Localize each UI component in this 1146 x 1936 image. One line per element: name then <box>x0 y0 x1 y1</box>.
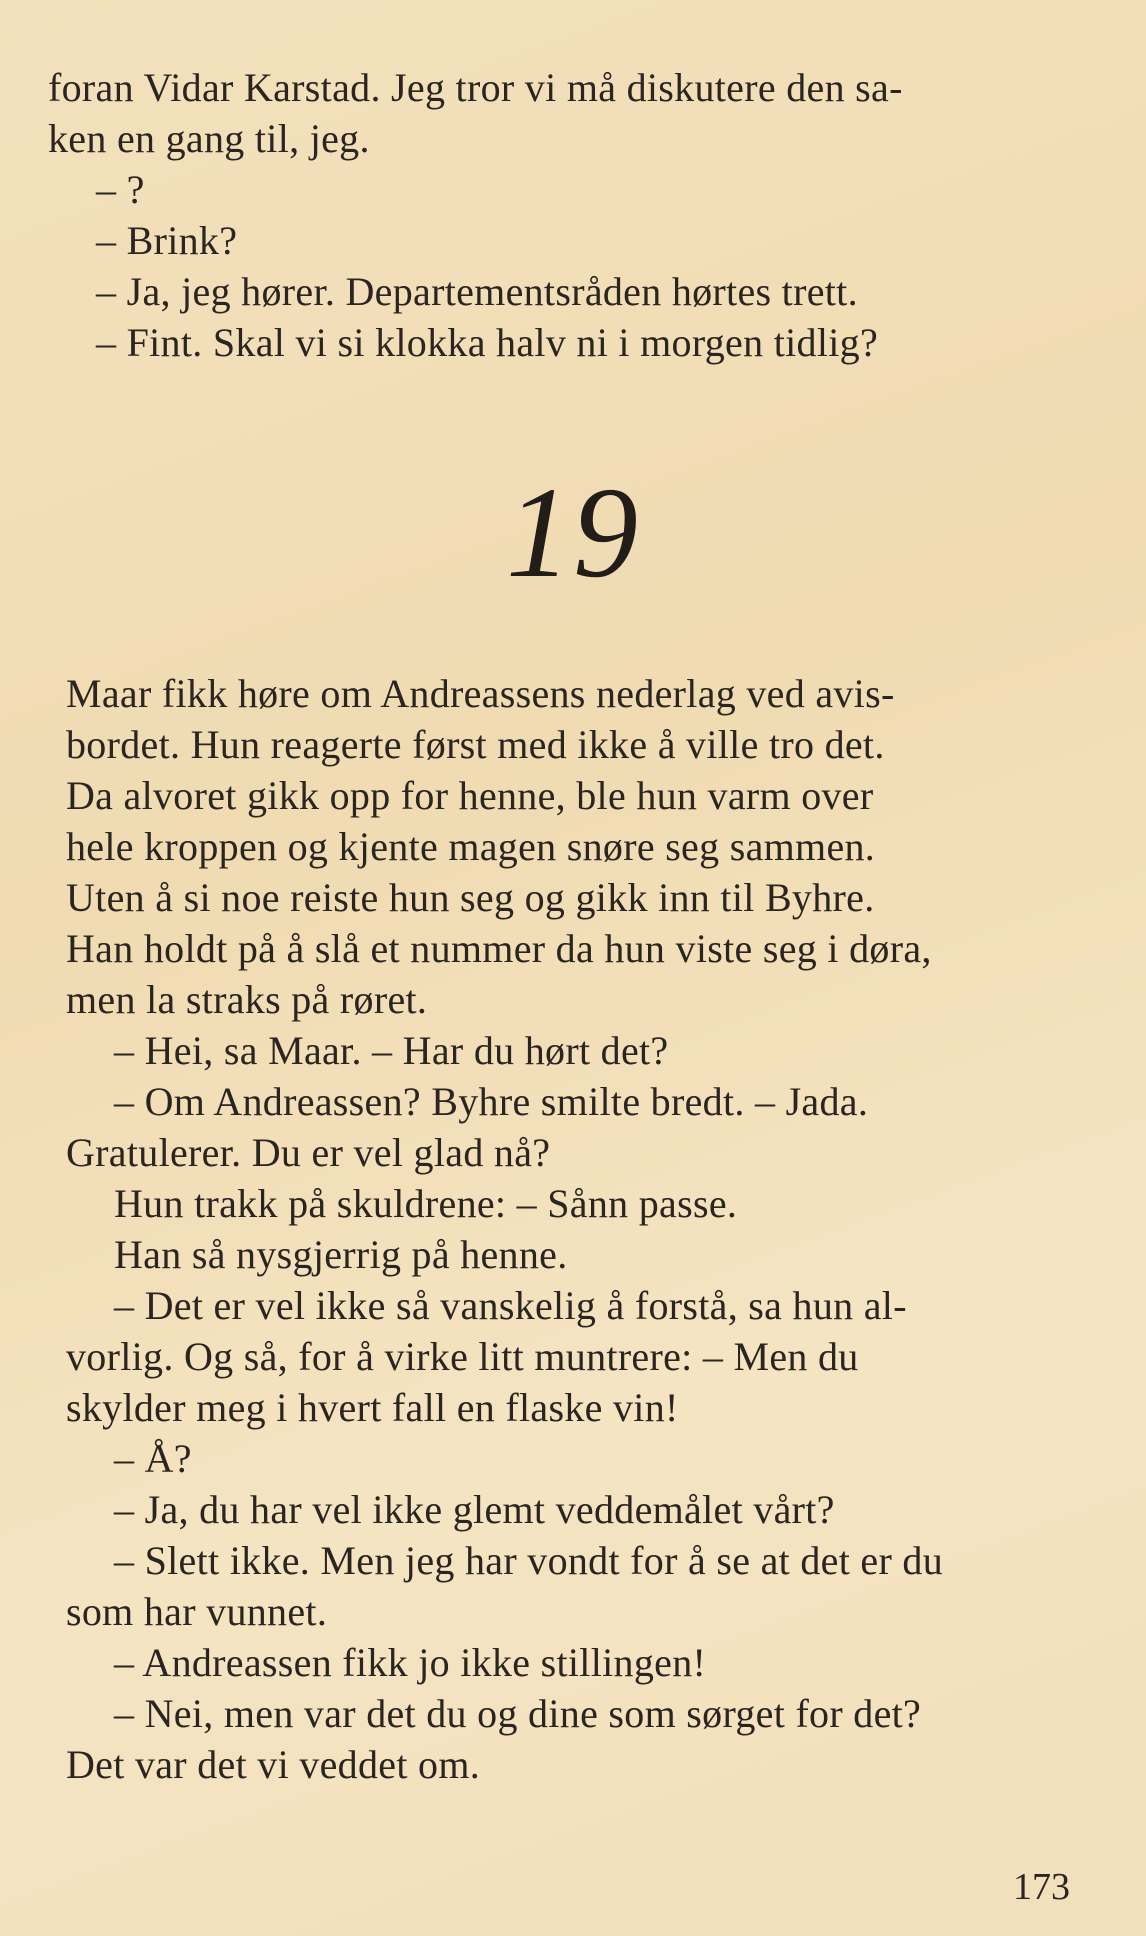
page-number: 173 <box>1013 1866 1070 1908</box>
chapter-body <box>66 668 1096 1790</box>
text-line: Det var det vi veddet om. <box>66 1742 481 1787</box>
dialogue-line: – Slett ikke. Men jeg har vondt for å se at det er du <box>114 1538 944 1583</box>
dialogue-line: – Å? <box>114 1436 192 1481</box>
dialogue-line: – Fint. Skal vi si klokka halv ni i morgen tidlig? <box>96 320 879 365</box>
dialogue-line: – Ja, du har vel ikke glemt veddemålet vårt? <box>114 1487 835 1532</box>
text-line: Maar fikk høre om Andreassens nederlag ved avis- <box>66 671 895 716</box>
text-line: Hun trakk på skuldrene: – Sånn passe. <box>114 1181 738 1226</box>
text-line: Uten å si noe reiste hun seg og gikk inn til Byhre. <box>66 875 875 920</box>
dialogue-line: – ? <box>96 167 145 212</box>
dialogue-line: – Det er vel ikke så vanskelig å forstå, sa hun al- <box>114 1283 907 1328</box>
text-line: som har vunnet. <box>66 1589 328 1634</box>
text-line: Han så nysgjerrig på henne. <box>114 1232 568 1277</box>
previous-chapter-ending <box>48 62 1098 368</box>
dialogue-line: – Om Andreassen? Byhre smilte bredt. – Jada. <box>114 1079 869 1124</box>
text-line: skylder meg i hvert fall en flaske vin! <box>66 1385 679 1430</box>
dialogue-line: – Nei, men var det du og dine som sørget for det? <box>114 1691 922 1736</box>
text-line: ken en gang til, jeg. <box>48 116 370 161</box>
dialogue-line: – Hei, sa Maar. – Har du hørt det? <box>114 1028 669 1073</box>
text-line: foran Vidar Karstad. Jeg tror vi må diskutere den sa- <box>48 65 903 110</box>
text-line: bordet. Hun reagerte først med ikke å ville tro det. <box>66 722 885 767</box>
dialogue-line: – Andreassen fikk jo ikke stillingen! <box>114 1640 707 1685</box>
text-line: men la straks på røret. <box>66 977 428 1022</box>
text-line: Han holdt på å slå et nummer da hun viste seg i døra, <box>66 926 932 971</box>
dialogue-line: – Brink? <box>96 218 238 263</box>
dialogue-line: – Ja, jeg hører. Departementsråden hørtes trett. <box>96 269 858 314</box>
text-line: Gratulerer. Du er vel glad nå? <box>66 1130 551 1175</box>
text-line: hele kroppen og kjente magen snøre seg sammen. <box>66 824 876 869</box>
text-line: vorlig. Og så, for å virke litt muntrere: – Men du <box>66 1334 859 1379</box>
chapter-number: 19 <box>506 461 640 605</box>
text-line: Da alvoret gikk opp for henne, ble hun varm over <box>66 773 874 818</box>
